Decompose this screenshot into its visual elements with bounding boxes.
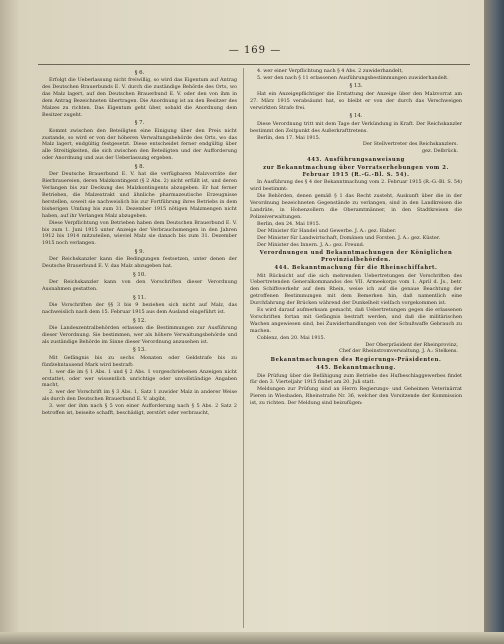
paragraph: Coblenz, den 20. Mai 1915.	[257, 334, 326, 341]
paragraph: Der Reichskanzler kann die Bedingungen festsetzen, unter denen der Deutsche Brauerbund E. V. das Malz abzugeben hat.	[42, 256, 237, 270]
notice-title: 443. Ausführungsanweisung	[307, 156, 405, 163]
paragraph: Die Behörden, denen gemäß § 1 das Recht zusteht, Auskunft über die in der Verordnung bezeichneten Gegenstände zu verlangen, sind in den Landkreisen die Landräte, in Hohenzollern die Oberamtmänner, in den Stadtkreisen die Polizeiverwaltungen.	[250, 193, 462, 220]
paragraph: 5. wer den nach § 11 erlassenen Ausführungsbestimmungen zuwiderhandelt.	[257, 74, 449, 81]
paragraph: Der Minister für Handel und Gewerbe. J. A.: gez. Haber.	[257, 227, 397, 234]
paragraph: Diese Verpflichtung von Betrieben haben dem Deutschen Brauerbund E. V. bis zum 1. Juni 1915 unter Anzeige der Verbrauchsmengen in den Jahren 1912 bis 1914 mitzuteilen, wieviel Malz sie danach bis zum 31. Dezember 1915 noch verlangen.	[42, 219, 237, 247]
paragraph: Berlin, den 24. Mai 1915.	[257, 220, 321, 227]
binding-edge	[484, 0, 504, 644]
paragraph: Der Minister für Landwirtschaft, Domänen und Forsten. J. A.: gez. Küster.	[257, 234, 441, 241]
paragraph: Es wird darauf aufmerksam gemacht, daß Uebertretungen gegen die erlassenen Vorschriften fortan mit Gefängnis bestraft werden, und daß die militärischen Wachen angewiesen sind, bei Zuwiderhandlungen von der Schußwaffe Gebrauch zu machen.	[250, 307, 462, 334]
paragraph: 2. wer der Vorschrift im § 3 Abs. 1, Satz 1 zuwider Malz in anderer Weise als durch den Deutschen Brauerbund E. V. abgibt,	[42, 389, 237, 403]
paragraph: Erfolgt die Ueberlassung nicht freiwillig, so wird das Eigentum auf Antrag des Deutschen Brauerbunds E. V. durch die zuständige Behörde des Orts, wo das Malz lagert, auf den Deutschen Brauerbund E. V. oder den von ihm in dem Antrag Bezeichneten übertragen. Die Anordnung ist an den Besitzer des Malzes zu richten. Das Eigentum geht über, sobald die Anordnung dem Besitzer zugeht.	[42, 77, 237, 118]
paragraph: Der Minister des Innern. J. A.: gez. Freund.	[257, 241, 365, 248]
paragraph: 3. wer der ihm nach § 5 von einer Aufforderung nach § 5 Abs. 2 Satz 2 betroffen ist, beiseite schafft, beschädigt, zerstört oder verbraucht,	[42, 403, 237, 417]
section-heading: § 6.	[134, 69, 145, 76]
section-heading: § 10.	[133, 271, 146, 278]
paragraph: Die Prüfung über die Befähigung zum Betriebe des Hufbeschlaggewerbes findet für den 3. Vierteljahr 1915 findet am 20. Juli statt.	[250, 372, 462, 386]
section-heading: § 7.	[134, 120, 145, 127]
section-heading: § 8.	[134, 163, 145, 170]
section-heading: § 11.	[133, 294, 146, 301]
section-heading: § 13.	[133, 347, 146, 354]
paragraph: Hat ein Anzeigepflichtiger die Erstattung der Anzeige über den Malzvorrat am 27. März 1915 verabsäumt hat, so bleibt er von der durch das Verschweigen verwirkten Strafe frei.	[250, 90, 462, 111]
paragraph: In Ausführung des § 4 der Bekanntmachung vom 2. Februar 1915 (R.-G.-Bl. S. 54) wird bestimmt:	[250, 179, 462, 193]
signature-line: Der Oberpräsident der Rheinprovinz,	[365, 341, 458, 348]
paragraph: 4. wer einer Verpflichtung nach § 4 Abs. 2 zuwiderhandelt,	[257, 68, 403, 74]
paragraph: Berlin, den 17. Mai 1915.	[257, 134, 321, 141]
notice-title: Verordnungen und Bekanntmachungen der Königlichen Provinzialbehörden.	[259, 249, 453, 263]
paragraph: Diese Verordnung tritt mit dem Tage der Verkündung in Kraft. Der Reichskanzler bestimmt den Zeitpunkt des Außerkrafttretens.	[250, 120, 462, 134]
section-heading: § 13.	[349, 83, 363, 90]
paragraph: Mit Gefängnis bis zu sechs Monaten oder Geldstrafe bis zu fünfzehntausend Mark wird bestraft:	[42, 354, 237, 368]
paragraph: Mit Rücksicht auf die sich mehrenden Uebertretungen der Vorschriften des Uebertretenden Generalkommandos des VII. Armeekorps vom 1. April d. Js., betr. den Schiffsverkehr auf dem Rhein, weise ich auf die genaue Beachtung der getroffenen Bestimmungen mit dem Bemerken hin, daß namentlich eine Durchfahrung der Brücken während der Dunkelheit vielfach vorgekommen ist.	[250, 272, 462, 307]
notice-title: Bekanntmachungen des Regierungs-Präsidenten.	[270, 356, 442, 363]
signature-line: Der Stellvertreter des Reichskanzlers.	[362, 141, 458, 148]
notice-title: 444. Bekanntmachung für die Rheinschiffahrt.	[274, 265, 438, 271]
section-heading: § 9.	[134, 248, 145, 255]
notice-title: zur Bekanntmachung über Vorratserhebungen vom 2. Februar 1915 (R.-G.-Bl. S. 54).	[263, 164, 449, 178]
paragraph: Der Reichskanzler kann von den Vorschriften dieser Verordnung Ausnahmen gestatten.	[42, 279, 237, 293]
left-column	[42, 68, 237, 417]
section-heading: § 14.	[349, 113, 363, 120]
paragraph: Die Landeszentralbehörden erlassen die Bestimmungen zur Ausführung dieser Verordnung. Sie bestimmen, wer als höhere Verwaltungsbehörde und als zuständige Behörde im Sinne dieser Verordnung anzusehen ist.	[42, 325, 237, 345]
signature-line: gez. Delbrück.	[422, 148, 458, 155]
paragraph: 1. wer die im § 1 Abs. 1 und § 2 Abs. 1 vorgeschriebenen Anzeigen nicht erstattet, oder wer wissentlich unrichtige oder unvollständige Angaben macht,	[42, 368, 237, 389]
page-bottom-edge	[0, 632, 504, 644]
paragraph: Meldungen zur Prüfung sind an Herrn Regierungs- und Geheimen Veterinärrat Pieren in Wiesbaden, Rheinstraße Nr. 36, welcher den Vorsitzende der Kommission ist, zu richten. Der Meldung sind beizufügen:	[250, 386, 462, 407]
paragraph: Der Deutsche Brauerbund E. V. hat die verfügbaren Malzvorräte der Bierbrauereien, deren Malzkontingent (§ 2 Abs. 2) nicht erfüllt ist, und deren Verlangen bis zur Deckung des Malzkontingents abzugeben. Er hat ferner Betrieben, die Malzextrakt und ähnliche pharmazeutische Erzeugnisse herstellen, soweit sie nachweislich bis zur Fortführung ihres Betriebs in dem bisherigen Umfang bis zum 31. Dezember 1915 nötigen Malzmengen nicht haben, auf ihr Verlangen Malz abzugeben.	[42, 171, 237, 219]
column-divider	[243, 68, 244, 628]
page-number: — 169 —	[228, 45, 282, 56]
paragraph: Die Vorschriften der §§ 3 bis 9 beziehen sich nicht auf Malz, das nachweislich nach dem 15. Februar 1915 aus dem Ausland eingeführt ist.	[42, 302, 237, 316]
notice-title: 445. Bekanntmachung.	[316, 365, 396, 372]
right-column	[250, 68, 462, 407]
signature-line: Chef der Rheinstromverwaltung. J. A.: Stelkens.	[339, 348, 458, 355]
paragraph: Kommt zwischen den Beteiligten eine Einigung über den Preis nicht zustande, so wird er von der höheren Verwaltungsbehörde des Orts, wo das Malz lagert, endgültig festgesetzt. Diese entscheidet ferner endgültig über alle Streitigkeiten, die sich zwischen den Beteiligten und der Aufforderung oder Anordnung und aus der Ueberlassung ergeben.	[42, 127, 237, 162]
header-rule	[38, 64, 470, 65]
section-heading: § 12.	[133, 317, 146, 324]
